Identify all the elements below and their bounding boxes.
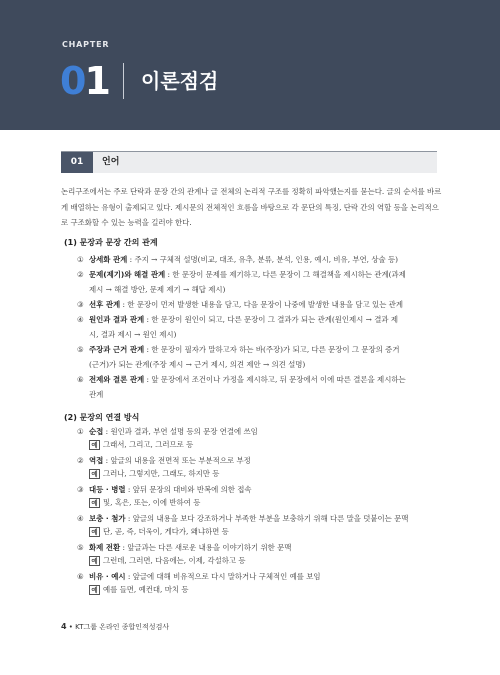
item-text: : 한 문장이 필자가 말하고자 하는 바(주장)가 되고, 다른 문장이 그 문장의 증거 [144,345,400,354]
list-item [77,424,443,439]
example-badge: 예 [89,498,100,508]
item-text: : 한 문장이 문제를 제기하고, 다른 문장이 그 해결책을 제시하는 관계(과제 [165,270,406,279]
item-number: ③ [77,485,84,494]
item-text: : 원인과 결과, 부연 설명 등의 문장 연결에 쓰임 [103,427,258,436]
section-bar [61,151,437,173]
example-text: 및, 혹은, 또는, 이에 반하여 등 [103,498,201,507]
item-number: ⑤ [77,345,84,354]
item-number: ② [77,270,84,279]
item-continuation: 관계 [89,390,104,399]
chapter-header [0,0,500,130]
list-item [77,453,443,468]
item-number: ① [77,427,84,436]
list-item [77,312,443,342]
item-term: 비유 · 예시 [89,572,126,581]
example-badge: 예 [89,527,100,537]
example-text: 단, 곧, 즉, 더욱이, 게다가, 왜냐하면 등 [103,527,229,536]
list-item [77,511,443,526]
example-badge: 예 [89,556,100,566]
page-number: 4 [61,622,67,631]
item-text: : 주지 → 구체적 설명(비교, 대조, 유추, 분류, 분석, 인용, 예시, 비유, 부연, 상술 등) [127,255,399,264]
item-term: 선후 관계 [89,300,121,309]
item-number: ⑤ [77,543,84,552]
example-badge: 예 [89,585,100,595]
item-term: 문제(제기)와 해결 관계 [89,270,166,279]
chapter-label: CHAPTER [62,40,110,49]
item-number: ② [77,456,84,465]
list-item [77,267,443,297]
chapter-number [60,56,109,106]
item-number: ⑥ [77,375,84,384]
example-line [89,439,443,451]
item-term: 대등 · 병렬 [89,485,126,494]
item-text: : 앞글의 내용을 보다 강조하거나 부족한 부분을 보충하기 위해 다른 말을 덧붙이는 문맥 [125,514,409,523]
example-text: 그러나, 그렇지만, 그래도, 하지만 등 [103,469,220,478]
item-term: 원인과 결과 관계 [89,315,145,324]
item-term: 역접 [89,456,104,465]
item-text: : 앞글과는 다른 새로운 내용을 이야기하기 위한 문맥 [120,543,292,552]
intro-paragraph: 논리구조에서는 주로 단락과 문장 간의 관계나 글 전체의 논리적 구조를 정확히 파악했는지를 묻는다. 글의 순서를 바르게 배열하는 유형이 출제되고 있다. 제시문의 전체적인 흐름을 바탕으로 각 문단의 특징, 단락 간의 역할 등을 논리적으로 구조화할 수 있는 능력을 길러야 한다. [61,187,442,227]
item-continuation: 시, 결과 제시 → 원인 제시) [89,330,177,339]
list-item [77,482,443,497]
example-line [89,584,443,596]
section-number: 01 [61,152,93,173]
item-text: : 앞 문장에서 조건이나 가정을 제시하고, 뒤 문장에서 이에 따른 결론을 제시하는 [144,375,406,384]
list-item [77,342,443,372]
item-term: 전제와 결론 관계 [89,375,145,384]
chapter-divider [123,63,124,99]
item-number: ③ [77,300,84,309]
item-text: : 한 문장이 원인이 되고, 다른 문장이 그 결과가 되는 관계(원인제시 → 결과 제 [144,315,398,324]
list-item [77,540,443,555]
item-number: ① [77,255,84,264]
item-term: 화제 전환 [89,543,121,552]
list-item [77,569,443,584]
part1-heading: (1) 문장과 문장 간의 관계 [64,238,158,247]
item-number: ④ [77,514,84,523]
item-number: ④ [77,315,84,324]
item-term: 상세화 관계 [89,255,128,264]
item-continuation: 제시 → 해결 방안, 문제 제기 → 해답 제시) [89,285,226,294]
example-line [89,555,443,567]
item-text: : 앞뒤 문장의 대비와 반복에 의한 접속 [125,485,252,494]
item-text: : 한 문장이 먼저 발생한 내용을 담고, 다음 문장이 나중에 발생한 내용을 담고 있는 관계 [120,300,403,309]
item-term: 보충 · 첨가 [89,514,126,523]
section-title: 언어 [102,157,120,167]
list-item [77,372,443,402]
example-badge: 예 [89,440,100,450]
item-term: 주장과 근거 관계 [89,345,145,354]
example-badge: 예 [89,469,100,479]
list-item [77,297,443,312]
chapter-number-first-digit: 0 [60,59,85,103]
example-text: 그래서, 그리고, 그러므로 등 [103,440,194,449]
example-text: 예를 들면, 예컨대, 마치 등 [103,585,189,594]
footer-separator: • [66,623,76,631]
item-term: 순접 [89,427,104,436]
example-line [89,526,443,538]
page-footer [61,622,169,632]
example-text: 그런데, 그러면, 다음에는, 이제, 각설하고 등 [103,556,246,565]
item-continuation: (근거)가 되는 관계(주장 제시 → 근거 제시, 의견 제안 → 의견 설명) [89,360,306,369]
list-item [77,252,443,267]
chapter-number-second-digit: 1 [84,59,109,103]
example-line [89,497,443,509]
example-line [89,468,443,480]
item-number: ⑥ [77,572,84,581]
item-text: : 앞글에 대해 비유적으로 다시 말하거나 구체적인 예를 보임 [125,572,321,581]
chapter-title: 이론점검 [141,69,219,93]
item-text: : 앞글의 내용을 전면적 또는 부분적으로 부정 [103,456,251,465]
footer-text: KT그룹 온라인 종합인적성검사 [75,623,170,631]
part2-heading: (2) 문장의 연결 방식 [64,413,140,422]
